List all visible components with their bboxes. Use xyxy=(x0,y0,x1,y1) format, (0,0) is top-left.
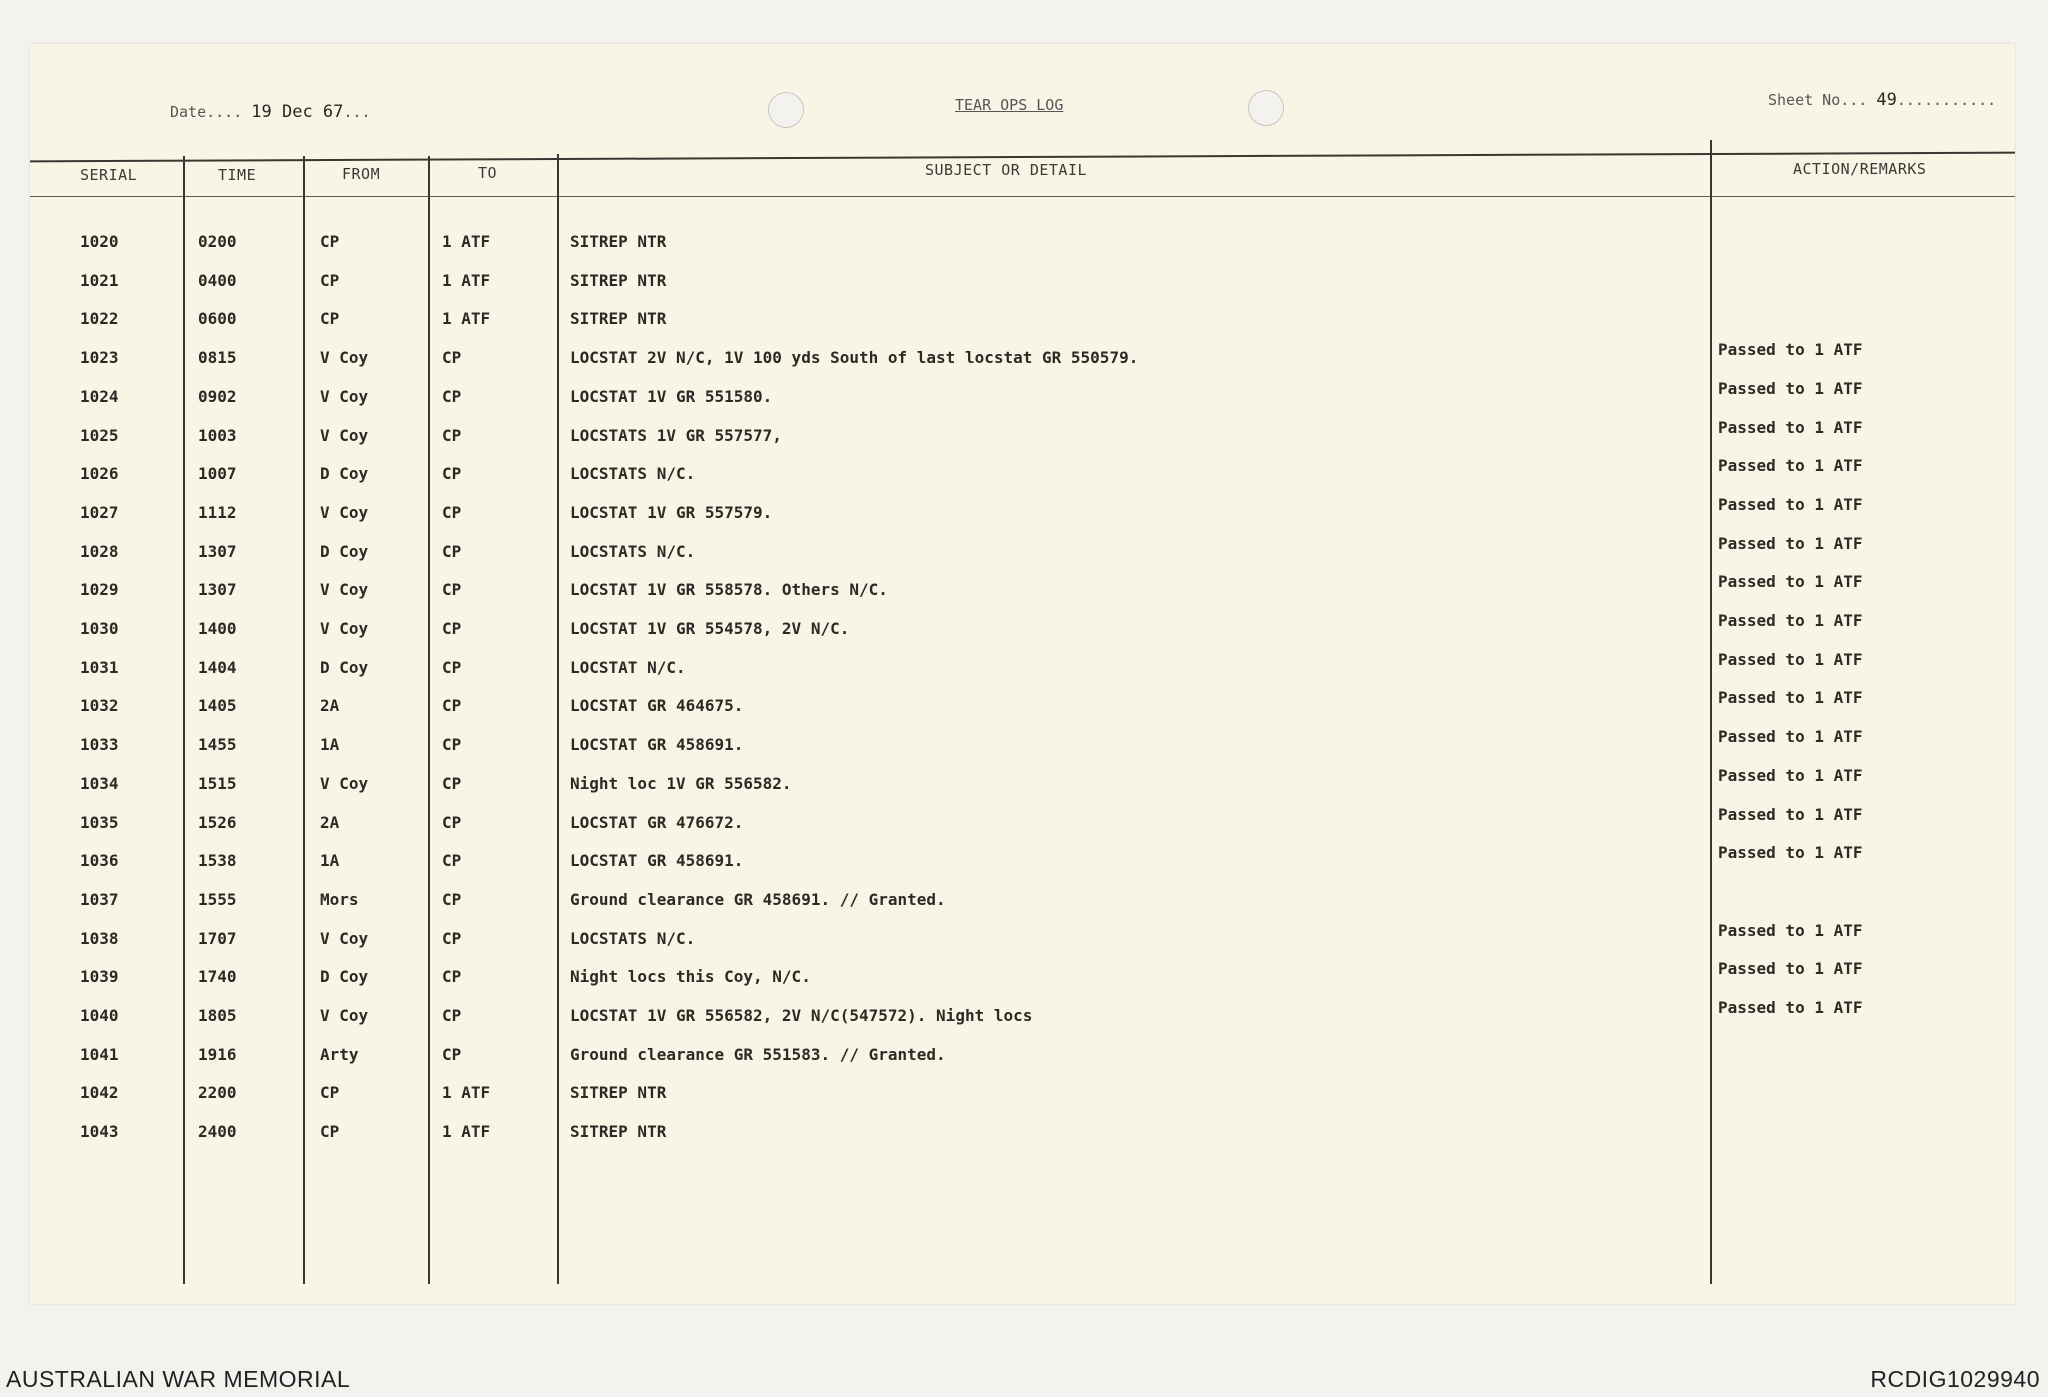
serial-cell: 1033 xyxy=(80,735,119,755)
col-divider-5 xyxy=(1710,140,1712,1284)
to-cell: CP xyxy=(442,541,462,561)
time-cell: 1307 xyxy=(198,580,237,600)
time-cell: 0200 xyxy=(198,232,237,251)
remarks-cell: Passed to 1 ATF xyxy=(1718,727,1863,747)
time-cell: 1405 xyxy=(198,696,237,716)
serial-cell: 1036 xyxy=(80,851,119,871)
serial-cell: 1026 xyxy=(80,464,119,484)
serial-cell: 1020 xyxy=(80,232,119,251)
detail-cell: LOCSTAT GR 476672. xyxy=(570,812,744,832)
serial-cell: 1025 xyxy=(80,425,119,445)
footer-institution: AUSTRALIAN WAR MEMORIAL xyxy=(6,1366,351,1392)
to-cell: CP xyxy=(442,889,462,909)
from-cell: V Coy xyxy=(320,425,369,445)
serial-cell: 1032 xyxy=(80,696,119,716)
col-header-serial: SERIAL xyxy=(80,166,138,184)
header-bottom-rule xyxy=(30,196,2015,197)
remarks-cell: Passed to 1 ATF xyxy=(1718,959,1863,979)
remarks-cell: Passed to 1 ATF xyxy=(1718,378,1863,398)
log-title xyxy=(955,96,1063,114)
log-sheet xyxy=(30,44,2015,1304)
serial-cell: 1043 xyxy=(80,1122,119,1142)
detail-cell: SITREP NTR xyxy=(570,1083,667,1103)
serial-cell: 1039 xyxy=(80,967,119,987)
serial-cell: 1023 xyxy=(80,348,119,368)
time-cell: 2200 xyxy=(198,1083,237,1103)
from-cell: CP xyxy=(320,1122,340,1142)
detail-cell: LOCSTATS N/C. xyxy=(570,541,696,561)
detail-cell: LOCSTAT 1V GR 557579. xyxy=(570,502,773,522)
from-cell: 2A xyxy=(320,812,340,832)
from-cell: CP xyxy=(320,309,340,329)
detail-cell: LOCSTAT 1V GR 556582, 2V N/C(547572). Night locs xyxy=(570,1006,1033,1025)
serial-cell: 1022 xyxy=(80,309,119,329)
serial-cell: 1038 xyxy=(80,928,119,948)
from-cell: V Coy xyxy=(320,502,369,522)
from-cell: V Coy xyxy=(320,580,369,600)
from-cell: V Coy xyxy=(320,386,369,406)
time-cell: 1805 xyxy=(198,1006,237,1025)
detail-cell: SITREP NTR xyxy=(570,1122,667,1142)
sheet-label: Sheet No. xyxy=(1768,91,1850,109)
time-cell: 1707 xyxy=(198,928,237,948)
to-cell: CP xyxy=(442,657,462,677)
serial-cell: 1024 xyxy=(80,386,119,406)
to-cell: 1 ATF xyxy=(442,232,491,251)
remarks-cell: Passed to 1 ATF xyxy=(1718,572,1863,592)
to-cell: CP xyxy=(442,928,462,948)
remarks-cell: Passed to 1 ATF xyxy=(1718,765,1863,785)
to-cell: CP xyxy=(442,619,462,638)
time-cell: 0902 xyxy=(198,386,237,406)
to-cell: 1 ATF xyxy=(442,1083,491,1103)
time-cell: 1307 xyxy=(198,541,237,561)
from-cell: Arty xyxy=(320,1044,359,1064)
from-cell: V Coy xyxy=(320,773,369,793)
serial-cell: 1037 xyxy=(80,889,119,909)
time-cell: 1916 xyxy=(198,1044,237,1064)
serial-cell: 1030 xyxy=(80,619,119,638)
serial-cell: 1029 xyxy=(80,580,119,600)
detail-cell: LOCSTAT 1V GR 558578. Others N/C. xyxy=(570,580,888,600)
time-cell: 0815 xyxy=(198,348,237,368)
detail-cell: SITREP NTR xyxy=(570,270,667,290)
detail-cell: LOCSTAT 1V GR 551580. xyxy=(570,386,773,406)
to-cell: CP xyxy=(442,696,462,716)
remarks-cell: Passed to 1 ATF xyxy=(1718,688,1863,708)
col-divider-2 xyxy=(303,156,305,1284)
remarks-cell: Passed to 1 ATF xyxy=(1718,649,1863,669)
serial-cell: 1027 xyxy=(80,502,119,522)
from-cell: V Coy xyxy=(320,619,369,638)
to-cell: CP xyxy=(442,464,462,484)
time-cell: 1007 xyxy=(198,464,237,484)
log-title-text: TEAR OPS LOG xyxy=(955,96,1064,114)
serial-cell: 1021 xyxy=(80,270,119,290)
date-label: Date xyxy=(170,103,207,121)
time-cell: 1740 xyxy=(198,967,237,987)
to-cell: 1 ATF xyxy=(442,270,491,290)
to-cell: CP xyxy=(442,502,462,522)
detail-cell: Night loc 1V GR 556582. xyxy=(570,773,792,793)
time-cell: 1455 xyxy=(198,735,237,755)
to-cell: CP xyxy=(442,386,462,406)
detail-cell: LOCSTATS N/C. xyxy=(570,464,696,484)
serial-cell: 1035 xyxy=(80,812,119,832)
to-cell: CP xyxy=(442,425,462,445)
from-cell: Mors xyxy=(320,889,359,909)
from-cell: 1A xyxy=(320,851,340,871)
time-cell: 1538 xyxy=(198,851,237,871)
serial-cell: 1034 xyxy=(80,773,119,793)
to-cell: CP xyxy=(442,580,462,600)
detail-cell: LOCSTAT N/C. xyxy=(570,657,686,677)
to-cell: CP xyxy=(442,812,462,832)
from-cell: D Coy xyxy=(320,967,369,987)
to-cell: CP xyxy=(442,851,462,871)
serial-cell: 1041 xyxy=(80,1044,119,1064)
from-cell: V Coy xyxy=(320,928,369,948)
remarks-cell: Passed to 1 ATF xyxy=(1718,417,1863,437)
from-cell: D Coy xyxy=(320,541,369,561)
col-divider-4 xyxy=(557,154,559,1284)
time-cell: 1515 xyxy=(198,773,237,793)
time-cell: 1112 xyxy=(198,502,237,522)
from-cell: CP xyxy=(320,232,340,251)
time-cell: 2400 xyxy=(198,1122,237,1142)
from-cell: 1A xyxy=(320,735,340,755)
detail-cell: Ground clearance GR 551583. // Granted. xyxy=(570,1044,946,1064)
detail-cell: SITREP NTR xyxy=(570,232,667,251)
time-cell: 1555 xyxy=(198,889,237,909)
from-cell: D Coy xyxy=(320,464,369,484)
date-value: 19 Dec 67 xyxy=(251,102,344,122)
col-header-subject: SUBJECT OR DETAIL xyxy=(925,161,1088,179)
punch-hole-left xyxy=(768,92,804,128)
to-cell: CP xyxy=(442,348,462,368)
date-field: Date.... 19 Dec 67... xyxy=(170,102,371,122)
detail-cell: LOCSTAT GR 458691. xyxy=(570,735,744,755)
detail-cell: LOCSTAT 1V GR 554578, 2V N/C. xyxy=(570,619,850,638)
from-cell: V Coy xyxy=(320,348,369,368)
detail-cell: Night locs this Coy, N/C. xyxy=(570,967,811,987)
remarks-cell: Passed to 1 ATF xyxy=(1718,804,1863,824)
detail-cell: LOCSTAT 2V N/C, 1V 100 yds South of last locstat GR 550579. xyxy=(570,348,1139,368)
remarks-cell: Passed to 1 ATF xyxy=(1718,998,1863,1017)
time-cell: 1404 xyxy=(198,657,237,677)
col-header-time: TIME xyxy=(218,166,257,184)
col-divider-3 xyxy=(428,156,430,1284)
time-cell: 1526 xyxy=(198,812,237,832)
sheet-value: 49 xyxy=(1876,90,1897,110)
to-cell: CP xyxy=(442,1006,462,1025)
to-cell: CP xyxy=(442,967,462,987)
detail-cell: LOCSTAT GR 464675. xyxy=(570,696,744,716)
serial-cell: 1031 xyxy=(80,657,119,677)
time-cell: 1400 xyxy=(198,619,237,638)
detail-cell: SITREP NTR xyxy=(570,309,667,329)
detail-cell: LOCSTATS 1V GR 557577, xyxy=(570,425,782,445)
serial-cell: 1040 xyxy=(80,1006,119,1025)
from-cell: 2A xyxy=(320,696,340,716)
time-cell: 0600 xyxy=(198,309,237,329)
detail-cell: LOCSTATS N/C. xyxy=(570,928,696,948)
footer-reference: RCDIG1029940 xyxy=(1870,1366,2040,1392)
to-cell: 1 ATF xyxy=(442,1122,491,1142)
from-cell: V Coy xyxy=(320,1006,369,1025)
from-cell: CP xyxy=(320,270,340,290)
detail-cell: Ground clearance GR 458691. // Granted. xyxy=(570,889,946,909)
remarks-cell: Passed to 1 ATF xyxy=(1718,456,1863,476)
to-cell: 1 ATF xyxy=(442,309,491,329)
to-cell: CP xyxy=(442,1044,462,1064)
to-cell: CP xyxy=(442,735,462,755)
col-header-from: FROM xyxy=(342,165,381,183)
col-header-remarks: ACTION/REMARKS xyxy=(1793,160,1927,178)
remarks-cell: Passed to 1 ATF xyxy=(1718,843,1863,863)
from-cell: CP xyxy=(320,1083,340,1103)
to-cell: CP xyxy=(442,773,462,793)
time-cell: 1003 xyxy=(198,425,237,445)
remarks-cell: Passed to 1 ATF xyxy=(1718,611,1863,630)
time-cell: 0400 xyxy=(198,270,237,290)
sheet-number-field: Sheet No... 49........... xyxy=(1768,90,1997,110)
detail-cell: LOCSTAT GR 458691. xyxy=(570,851,744,871)
remarks-cell: Passed to 1 ATF xyxy=(1718,494,1863,514)
col-header-to: TO xyxy=(478,164,498,182)
remarks-cell: Passed to 1 ATF xyxy=(1718,920,1863,940)
serial-cell: 1042 xyxy=(80,1083,119,1103)
col-divider-1 xyxy=(183,156,185,1284)
remarks-cell: Passed to 1 ATF xyxy=(1718,340,1863,360)
from-cell: D Coy xyxy=(320,657,369,677)
serial-cell: 1028 xyxy=(80,541,119,561)
remarks-cell: Passed to 1 ATF xyxy=(1718,533,1863,553)
punch-hole-right xyxy=(1248,90,1284,126)
